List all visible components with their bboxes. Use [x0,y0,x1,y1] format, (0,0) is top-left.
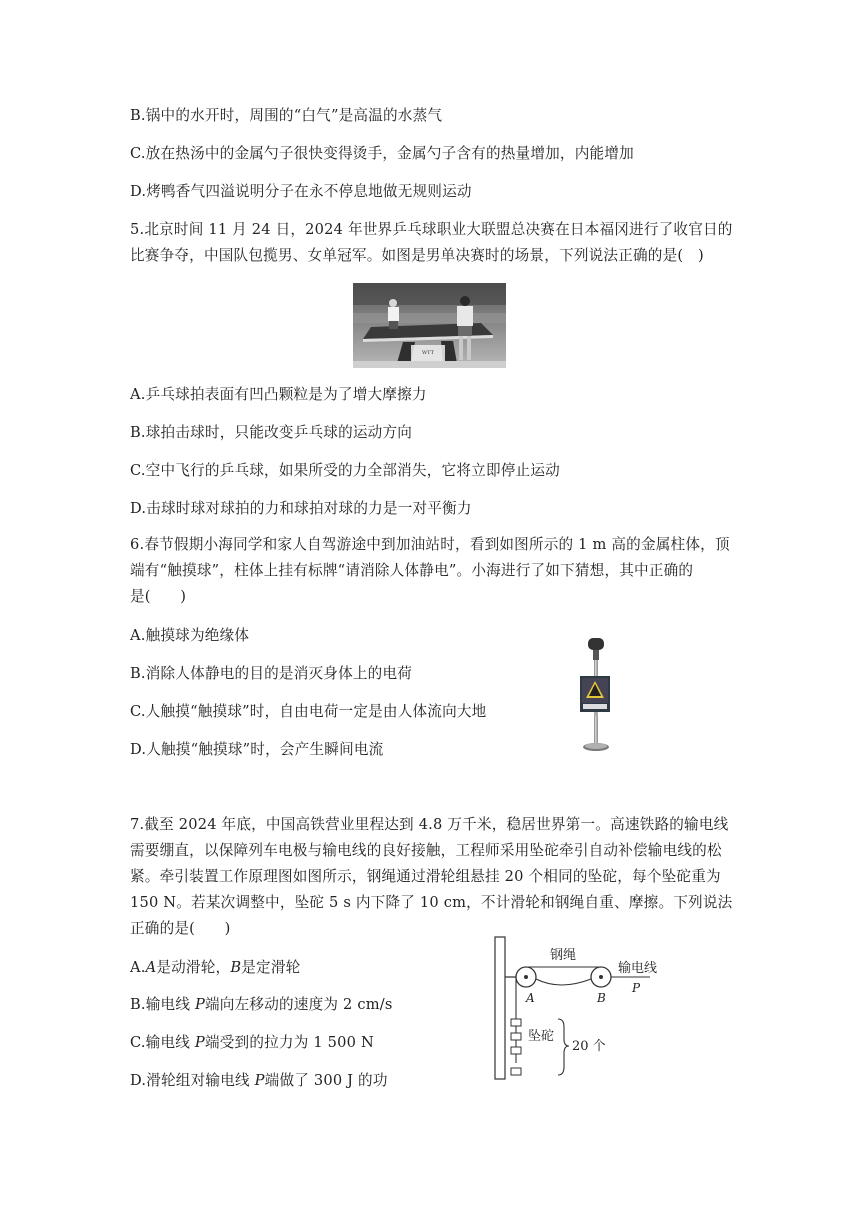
q5-option-c: C.空中飞行的乒乓球，如果所受的力全部消失，它将立即停止运动 [130,462,560,479]
q7-option-b: B.输电线 P端向左移动的速度为 2 cm/s [130,996,393,1013]
q7-option-c: C.输电线 P端受到的拉力为 1 500 N [130,1034,374,1051]
q6-stem-line-1: 6.春节假期小海同学和家人自驾游途中到加油站时，看到如图所示的 1 m 高的金属柱体，顶 [130,536,730,553]
end-p-label: P [632,981,641,995]
q4-option-c: C.放在热汤中的金属勺子很快变得烫手，金属勺子含有的热量增加，内能增加 [130,145,634,162]
table-tennis-photo [353,283,506,368]
pulley-system-diagram [490,935,680,1083]
wtt-logo-text: WTT [422,350,434,356]
pulley-b-label: B [597,991,606,1005]
q7-stem-line-4: 150 N。若某次调整中，坠砣 5 s 内下降了 10 cm，不计滑轮和钢绳自重、摩擦。下列说法 [130,894,733,911]
q6-stem-line-3: 是( ) [130,588,187,605]
q5-option-d: D.击球时球对球拍的力和球拍对球的力是一对平衡力 [130,500,472,517]
q7-stem-line-5: 正确的是( ) [130,920,231,937]
pulley-a-label: A [526,991,535,1005]
q6-option-b: B.消除人体静电的目的是消灭身体上的电荷 [130,665,413,682]
wall-pole [495,937,505,1079]
q5-option-a: A.乒乓球拍表面有凹凸颗粒是为了增大摩擦力 [130,386,427,403]
weights-count-label: 20 个 [572,1039,606,1054]
q7-stem-line-2: 需要绷直，以保障列车电极与输电线的良好接触，工程师采用坠砣牵引自动补偿输电线的松 [130,842,722,859]
q6-option-d: D.人触摸“触摸球”时，会产生瞬间电流 [130,741,384,758]
rope-label: 钢绳 [550,948,577,963]
static-discharge-post-photo [572,638,622,760]
q5-stem-line-2: 比赛争夺，中国队包揽男、女单冠军。如图是男单决赛时的场景，下列说法正确的是( ) [130,247,704,264]
q4-option-b: B.锅中的水开时，周围的“白气”是高温的水蒸气 [130,107,443,124]
q7-option-d: D.滑轮组对输电线 P端做了 300 J 的功 [130,1072,388,1089]
q4-option-d: D.烤鸭香气四溢说明分子在永不停息地做无规则运动 [130,183,472,200]
q7-option-a: A.A是动滑轮，B是定滑轮 [130,959,301,976]
q6-option-c: C.人触摸“触摸球”时，自由电荷一定是由人体流向大地 [130,703,487,720]
q5-stem-line-1: 5.北京时间 11 月 24 日，2024 年世界乒乓球职业大联盟总决赛在日本福冈进行了收官日的 [130,221,733,238]
q7-stem-line-1: 7.截至 2024 年底，中国高铁营业里程达到 4.8 万千米，稳居世界第一。高速铁路的输电线 [130,816,729,833]
weights-label: 坠砣 [528,1029,555,1044]
q6-stem-line-2: 端有“触摸球”，柱体上挂有标牌“请消除人体静电”。小海进行了如下猜想，其中正确的 [130,562,694,579]
wire-label: 输电线 [618,961,658,976]
q5-option-b: B.球拍击球时，只能改变乒乓球的运动方向 [130,424,413,441]
q6-option-a: A.触摸球为绝缘体 [130,627,250,644]
q7-stem-line-3: 紧。牵引装置工作原理图如图所示，钢绳通过滑轮组悬挂 20 个相同的坠砣，每个坠砣重为 [130,868,721,885]
